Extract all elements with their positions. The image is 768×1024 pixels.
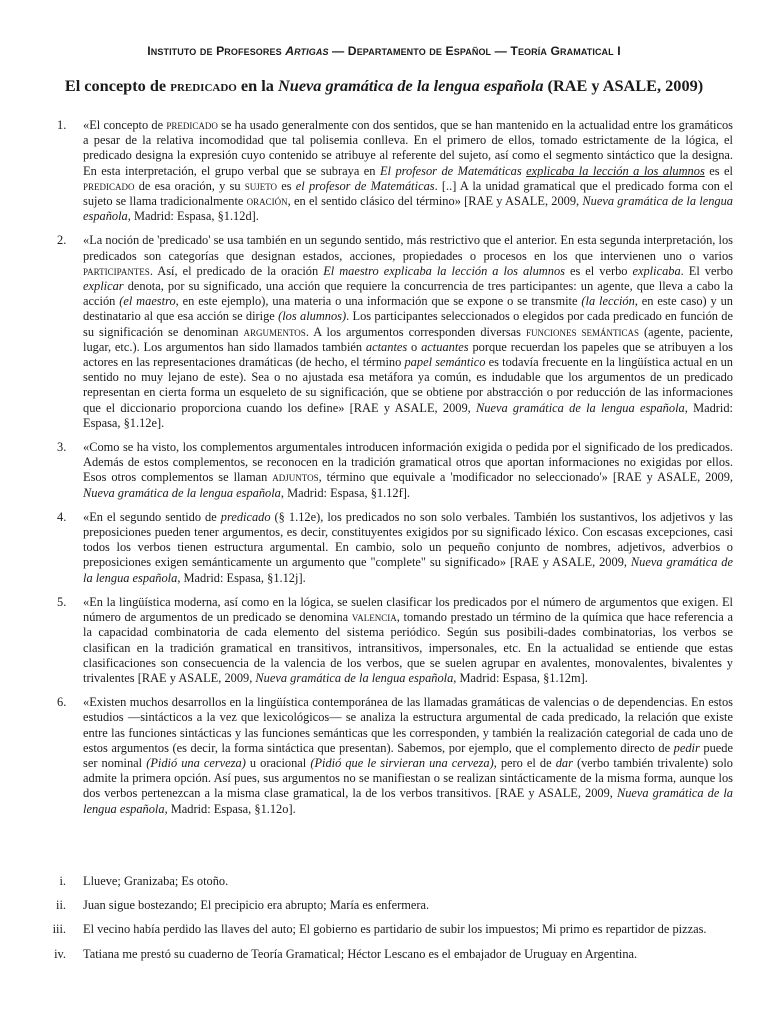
example-item: [30, 898, 734, 913]
quote-number: 1.: [57, 118, 67, 132]
quote-text-segment: , Madrid: Espasa, §1.12d].: [127, 209, 259, 224]
quote-text-segment: (Pidió una cerveza): [146, 755, 246, 770]
quote-number: 2.: [57, 233, 67, 248]
example-text: Tatiana me prestó su cuaderno de Teoría Gramatical; Héctor Lescano es el embajador de Uruguay en Argentina.: [83, 946, 638, 961]
quote-number: 3.: [57, 440, 67, 455]
quote-text-segment: Nueva gramática de la lengua española: [83, 194, 733, 224]
title-part-5: (RAE y ASALE, 2009): [543, 76, 704, 95]
quote-text-segment: (Pidió que le sirvieran una cerveza): [310, 755, 494, 770]
example-text: Llueve; Granizaba; Es otoño.: [83, 874, 229, 888]
quote-item: [55, 595, 733, 686]
examples-list: [30, 874, 734, 971]
quote-text-segment: funciones semánticas: [526, 324, 640, 339]
quote-text-segment: es el verbo: [564, 263, 633, 278]
quote-text-segment: Nueva gramática de la lengua española: [83, 485, 281, 500]
quote-text-segment: participantes: [83, 263, 150, 278]
quote-text-segment: Nueva gramática de la lengua española: [83, 786, 734, 816]
quotes-list: [55, 118, 733, 826]
quote-text-segment: en este caso) y un destinatario al que esa acción se dirige: [83, 294, 734, 324]
quote-item: [55, 118, 733, 224]
quote-text-segment: (§ 1.12e), los predicados no son solo verbales. También los sustantivos, los adjetivos y las preposiciones pueden tener argumentos, es decir, constituyentes exigidos por su significado léxico. Con escasas excepciones, casi todos los verbos tienen estructura argumental. En cambio, solo un pequeño conjunto de nombres, adjetivos, adverbios o preposiciones exigen semánticamente un argumento que "complete" su significado» [RAE y ASALE, 2009,: [83, 509, 733, 570]
quote-text-segment: , término que equivale a 'modificador no seleccionado'» [RAE y ASALE, 2009,: [318, 470, 734, 485]
quote-text-segment: dar: [555, 755, 573, 770]
quote-text-segment: denota, por su significado, una acción que requiere la concurrencia de tres participantes: un agente, que lleva a cabo la acción: [83, 279, 733, 309]
quote-text-segment: «El concepto de: [83, 118, 167, 132]
quote-text-segment: «La noción de 'predicado' se usa también en un segundo sentido, más restrictivo que el anterior. En esta segunda interpretación, los predicados son categorías que designan estados, acciones, propiedades o procesos en los que intervienen uno o varios: [83, 233, 733, 263]
header-part-1: Instituto de Profesores: [147, 44, 286, 58]
quote-text-segment: sujeto: [244, 178, 278, 193]
quote-text-segment: Nueva gramática de la lengua española: [476, 400, 685, 415]
quote-text-segment: pedir: [673, 740, 700, 755]
quote-text-segment: argumentos: [243, 324, 306, 339]
quote-text-segment: El profesor de Matemáticas: [379, 163, 527, 178]
quote-text-segment: es el: [704, 163, 733, 178]
example-number: i.: [59, 874, 66, 888]
quote-text-segment: , Madrid: Espasa, §1.12e].: [83, 400, 733, 430]
header-part-3: — Departamento de Español — Teoría Gramatical I: [328, 44, 621, 58]
quote-text-segment: , Madrid: Espasa, §1.12o].: [164, 801, 296, 816]
quote-item: [55, 233, 733, 431]
quote-item: [55, 510, 733, 586]
quote-text-segment: u oracional: [245, 755, 311, 770]
quote-text-segment: . Los participantes seleccionados o elegidos por cada predicado en función de su significación se denominan: [83, 309, 733, 339]
quote-text-segment: , Madrid: Espasa, §1.12m].: [453, 670, 588, 685]
title-part-3: en la: [236, 76, 279, 95]
example-text: El vecino había perdido las llaves del auto; El gobierno es partidario de subir los impuestos; Mi primo es repartidor de pizzas.: [83, 922, 707, 937]
quote-number: 5.: [57, 594, 67, 609]
quote-text-segment: predicado: [83, 178, 135, 193]
quote-item: [55, 440, 733, 501]
quote-text-segment: «Existen muchos desarrollos en la lingüística contemporánea de las llamadas gramáticas de valencias o de dependencias. En estos estudios —sintácticos a la vez que lexicológicos— se analiza la estructura argumental de cada predicado, la relación que existe entre las funciones sintácticas y las funciones semánticas que les corresponden, y también la realización categorial de cada uno de estos argumentos (es decir, la forma sintáctica que presentan). Sabemos, por ejemplo, que el complemento directo de: [83, 695, 733, 755]
quote-text-segment: se ha usado generalmente con dos sentidos, que se han mantenido en la actualidad entre los gramáticos a pesar de la relativa incomodidad que tal polisemia conlleva. En el primero de ellos, tomado estrictamente de la lógica, el predicado designa la expresión cuyo contenido se atribuye al referente del sujeto, así como el segmento sintáctico que la designa. En esta interpretación, el grupo verbal que se subraya en: [83, 118, 734, 178]
quote-text-segment: de esa oración, y su: [134, 178, 245, 193]
quote-text-segment: explicaba la lección a los alumnos: [526, 163, 705, 178]
quote-text-segment: el profesor de Matemáticas: [295, 178, 435, 193]
quote-text-segment: El maestro explicaba la lección a los alumnos: [323, 263, 565, 278]
quote-text-segment: . [..] A la unidad gramatical que el predicado forma con el sujeto se llama tradicionalmente: [83, 178, 733, 209]
quote-text-segment: , tomando prestado un término de la química que hace referencia a la capacidad combinatoria de cada elemento del sistema periódico. Según sus posibili-dades combinatorias, los verbos se clasifican en la tradición gramatical en transitivos, intransitivos, impersonales, etc. En la actualidad se entiende que estas clasificaciones son consecuencia de la valencia de los verbos, que se suelen agrupar en avalentes, monovalentes, bivalentes y trivalentes [RAE y ASALE, 2009,: [83, 610, 733, 685]
example-item: [30, 947, 734, 962]
quote-text-segment: porque recuerdan los papeles que se atribuyen a los actores en las representaciones dramáticas (de hecho, el término: [83, 339, 734, 370]
quote-text-segment: valencia: [351, 610, 397, 625]
quote-text-segment: «Como se ha visto, los complementos argumentales introducen información exigida o pedida por el significado de los predicados. Además de estos complementos, se reconocen en la tradición gramatical otros que aportan informaciones no exigidas por ellos. Esos otros complementos se llaman: [83, 440, 733, 485]
quote-text-segment: . A los argumentos corresponden diversas: [305, 324, 526, 339]
quote-text-segment: , pero el de: [493, 755, 556, 770]
quote-text-segment: oración: [246, 194, 288, 209]
quote-text-segment: explicar: [83, 279, 124, 294]
quote-number: 6.: [57, 695, 67, 710]
title-part-4: Nueva gramática de la lengua española: [278, 76, 544, 95]
quote-text-segment: predicado: [220, 509, 271, 524]
quote-text-segment: o: [407, 339, 422, 354]
example-item: [30, 922, 734, 937]
quote-text-segment: adjuntos: [272, 470, 319, 485]
header-part-2: Artigas: [285, 44, 329, 58]
quote-text-segment: , Madrid: Espasa, §1.12j].: [177, 570, 306, 585]
quote-text-segment: Nueva gramática de la lengua española: [255, 670, 454, 685]
quote-text-segment: (verbo también trivalente) solo admite la primera opción. Así pues, sus argumentos no se manifiestan o se realizan sintácticamente de la misma forma, aunque los dos verbos pertenezcan a la misma clase gramatical, la de los verbos transitivos. [RAE y ASALE, 2009,: [83, 755, 733, 801]
example-number: iv.: [54, 946, 66, 961]
quote-text-segment: (los alumnos): [278, 309, 347, 324]
quote-text-segment: es: [277, 178, 296, 193]
quote-text-segment: predicado: [166, 118, 218, 132]
quote-text-segment: . El verbo: [680, 263, 733, 278]
quote-text-segment: Nueva gramática de la lengua española: [83, 555, 734, 585]
quote-text-segment: (el maestro,: [119, 294, 179, 309]
quote-text-segment: papel semántico: [404, 355, 486, 370]
example-number: iii.: [52, 922, 66, 937]
quote-text-segment: , en el sentido clásico del término» [RAE y ASALE, 2009,: [287, 194, 583, 209]
quote-text-segment: . Así, el predicado de la oración: [149, 263, 324, 278]
quote-text-segment: , Madrid: Espasa, §1.12f].: [280, 485, 410, 500]
example-number: ii.: [56, 898, 66, 913]
title-part-2: predicado: [170, 79, 237, 95]
quote-number: 4.: [57, 509, 67, 524]
quote-item: [55, 695, 733, 817]
example-item: [30, 874, 734, 889]
quote-text-segment: (agente, paciente, lugar, etc.). Los argumentos han sido llamados también: [83, 324, 733, 354]
quote-text-segment: actantes: [365, 339, 408, 354]
example-text: Juan sigue bostezando; El precipicio era abrupto; María es enfermera.: [83, 898, 430, 913]
quote-text-segment: en este ejemplo), una materia o una información que se expone o se transmite: [178, 294, 582, 309]
page-header: [0, 44, 768, 58]
quote-text-segment: es todavía frecuente en la lingüística actual en un sentido no muy lejano de este). Sea o no ajustada esa metáfora ya común, es indudable que los argumentos de un predicado representan en cierta forma un esqueleto de su significación, que se obtiene por abstracción o por reducción de las informaciones que el diccionario proporciona cuando los define» [RAE y ASALE, 2009,: [83, 355, 733, 415]
title-part-1: El concepto de: [64, 76, 171, 95]
quote-text-segment: «En la lingüística moderna, así como en la lógica, se suelen clasificar los predicados por el número de argumentos que exigen. El número de argumentos de un predicado se denomina: [83, 594, 733, 625]
quote-text-segment: (la lección,: [581, 294, 638, 309]
quote-text-segment: explicaba: [632, 263, 681, 278]
quote-text-segment: «En el segundo sentido de: [83, 509, 221, 524]
document-title: [0, 76, 768, 96]
quote-text-segment: actuantes: [421, 339, 469, 354]
quote-text-segment: puede ser nominal: [83, 740, 733, 770]
